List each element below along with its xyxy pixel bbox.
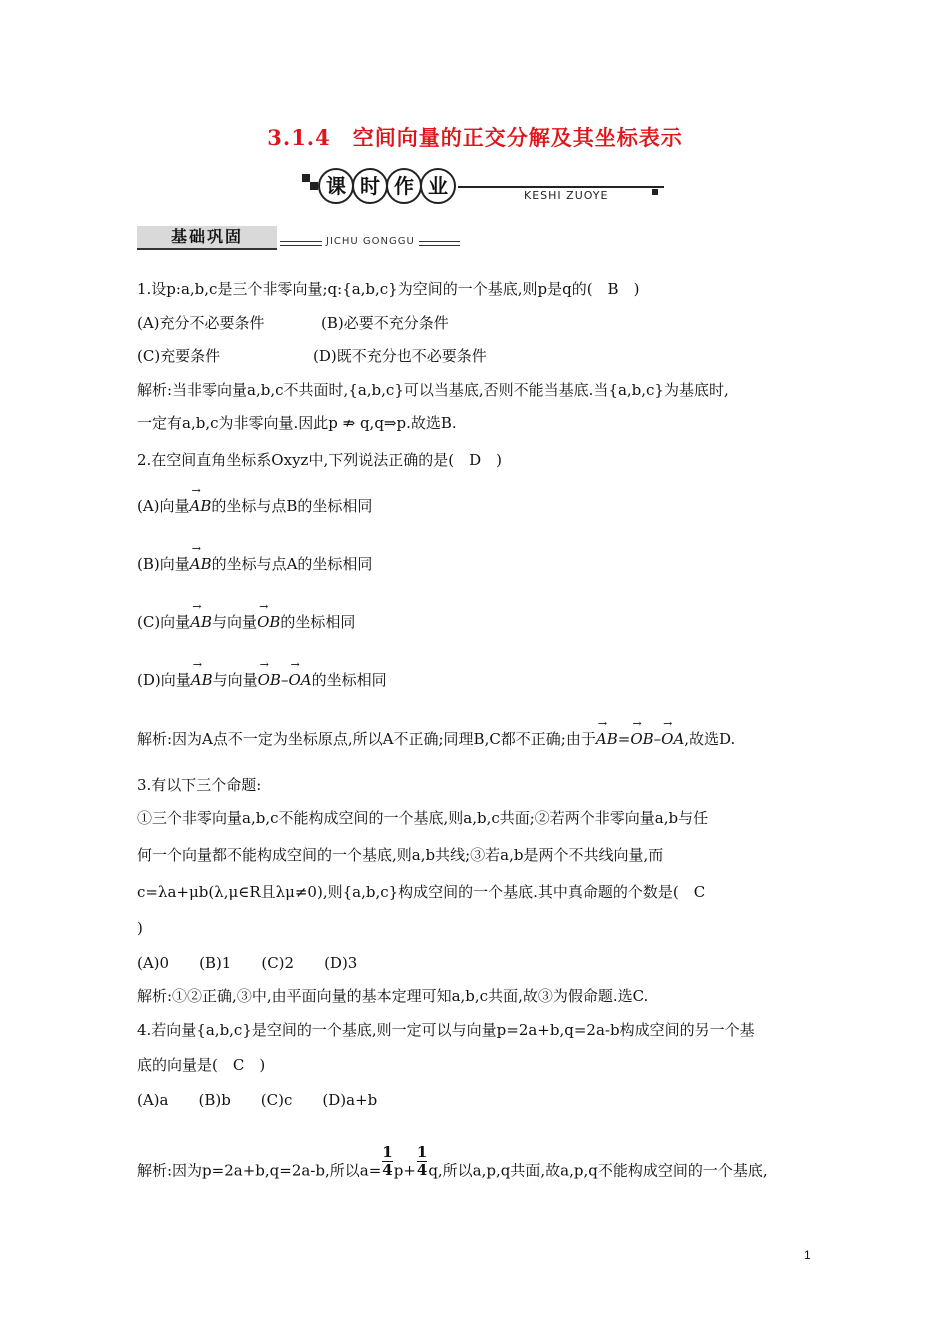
q2-option-d-label: (D)向量 — [137, 671, 191, 689]
q4-solution — [137, 1143, 817, 1189]
homework-banner — [312, 168, 672, 202]
vector-ob: → OB — [257, 613, 280, 631]
section-subtitle: JICHU GONGGU — [322, 236, 419, 247]
q2-stem: 2.在空间直角坐标系Oxyz中,下列说法正确的是( D ) — [137, 451, 502, 469]
q1-solution-line2: 一定有a,b,c为非零向量.因此p ⇏ q,q⇒p.故选B. — [137, 414, 457, 432]
vector-ob: → OB — [630, 730, 653, 748]
q1-option-d: (D)既不充分也不必要条件 — [313, 347, 487, 365]
q2-option-b-label: (B)向量 — [137, 555, 190, 573]
q2-option-d: (D)向量→ AB与向量→ OB–→ OA的坐标相同 — [137, 670, 817, 690]
q1-option-a: (A)充分不必要条件 — [137, 314, 265, 332]
vector-ab: → AB — [190, 555, 212, 573]
q2-option-d-mid: 与向量 — [212, 671, 258, 689]
q3-line-4: ) — [137, 919, 143, 937]
vector-oa: → OA — [661, 730, 684, 748]
q2-solution-end: ,故选D. — [684, 730, 736, 748]
q3-stem: 3.有以下三个命题: — [137, 776, 262, 794]
q2-option-a-text: 的坐标与点B的坐标相同 — [211, 497, 373, 515]
banner-char-2: 时 — [352, 168, 388, 204]
q4-solution-mid: p+ — [393, 1161, 416, 1180]
banner-char-3: 作 — [386, 168, 422, 204]
banner-decor-icon — [302, 174, 310, 182]
fraction-one-quarter: $\frac{1}{4}$ — [382, 1143, 393, 1179]
q4-options: (A)a (B)b (C)c (D)a+b — [137, 1091, 378, 1109]
vector-ab: → AB — [596, 730, 618, 748]
q4-line-1: 4.若向量{a,b,c}是空间的一个基底,则一定可以与向量p=2a+b,q=2a-b构成空间的另一个基 — [137, 1021, 755, 1039]
section-label: 基础巩固 — [137, 226, 277, 250]
q2-option-c-text: 的坐标相同 — [280, 613, 356, 631]
q2-option-d-text: 的坐标相同 — [311, 671, 387, 689]
banner-decor-icon-2 — [310, 182, 318, 190]
q3-solution: 解析:①②正确,③中,由平面向量的基本定理可知a,b,c共面,故③为假命题.选C. — [137, 987, 649, 1005]
q1-option-b: (B)必要不充分条件 — [321, 314, 449, 332]
vector-oa: → OA — [288, 671, 311, 689]
q2-solution: 解析:因为A点不一定为坐标原点,所以A不正确;同理B,C都不正确;由于→ AB=→ OB–→ OA,故选D. — [137, 729, 817, 749]
q3-line-2: 何一个向量都不能构成空间的一个基底,则a,b共线;③若a,b是两个不共线向量,而 — [137, 846, 664, 864]
q3-line-1: ①三个非零向量a,b,c不能构成空间的一个基底,则a,b,c共面;②若两个非零向量a,b与任 — [137, 809, 709, 827]
q2-option-b-text: 的坐标与点A的坐标相同 — [211, 555, 373, 573]
page-number: 1 — [804, 1248, 811, 1262]
vector-ab: → AB — [190, 613, 212, 631]
q2-option-a — [137, 496, 817, 516]
banner-char-1: 课 — [318, 168, 354, 204]
q1-stem: 1.设p:a,b,c是三个非零向量;q:{a,b,c}为空间的一个基底,则p是q的( B ) — [137, 280, 640, 298]
banner-rule — [458, 186, 664, 188]
banner-end-mark — [652, 189, 658, 195]
q4-solution-end: q,所以a,p,q共面,故a,p,q不能构成空间的一个基底, — [428, 1161, 768, 1180]
q2-option-c-label: (C)向量 — [137, 613, 191, 631]
q2-solution-text: 解析:因为A点不一定为坐标原点,所以A不正确;同理B,C都不正确;由于 — [137, 730, 596, 748]
vector-ob: → OB — [258, 671, 281, 689]
banner-char-4: 业 — [420, 168, 456, 204]
page-title: 3.1.4 空间向量的正交分解及其坐标表示 — [267, 125, 683, 150]
q3-options: (A)0 (B)1 (C)2 (D)3 — [137, 954, 358, 972]
fraction-one-quarter-2: $\frac{1}{4}$ — [416, 1143, 428, 1179]
q2-option-c — [137, 612, 817, 632]
banner-subtitle: KESHI ZUOYE — [524, 189, 609, 202]
q3-line-3: c=λa+μb(λ,μ∈R且λμ≠0),则{a,b,c}构成空间的一个基底.其中真命题的个数是( C — [137, 883, 706, 901]
vector-ab: → AB — [190, 497, 212, 515]
vector-ab: → AB — [191, 671, 213, 689]
q1-option-c: (C)充要条件 — [137, 347, 221, 365]
q1-options-row2 — [137, 346, 817, 366]
q2-option-b — [137, 554, 817, 574]
q2-option-a-label: (A)向量 — [137, 497, 190, 515]
q1-solution-line1: 解析:当非零向量a,b,c不共面时,{a,b,c}可以当基底,否则不能当基底.当{a,b,c}为基底时, — [137, 381, 729, 399]
q4-line-2: 底的向量是( C ) — [137, 1056, 266, 1074]
q2-option-c-mid: 与向量 — [212, 613, 258, 631]
q4-solution-text: 解析:因为p=2a+b,q=2a-b,所以a= — [137, 1161, 382, 1180]
q1-options-row1 — [137, 313, 817, 333]
